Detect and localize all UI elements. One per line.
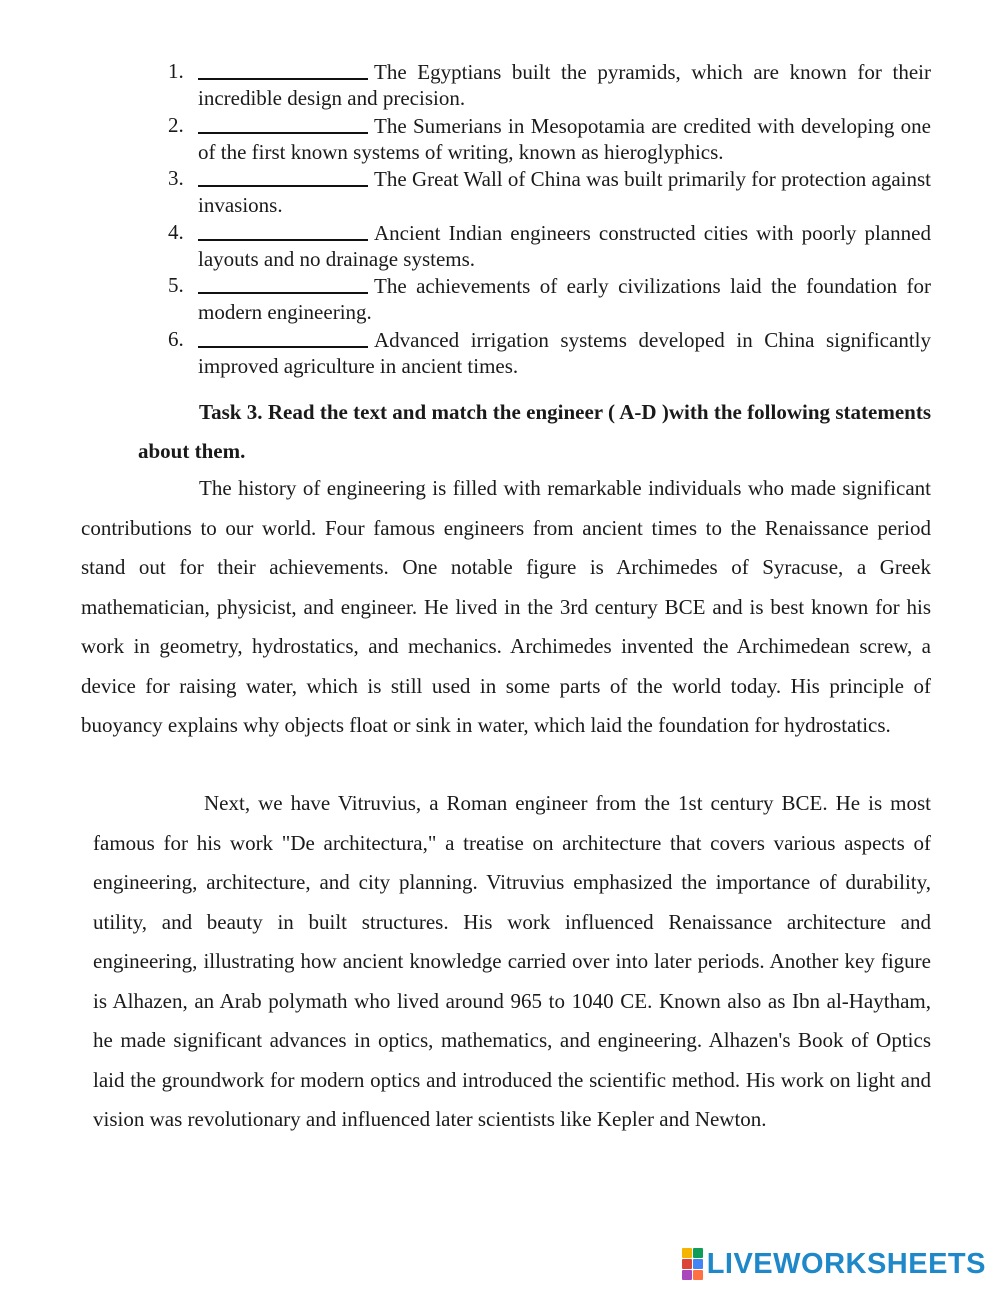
logo-text: LIVEWORKSHEETS bbox=[706, 1248, 986, 1280]
answer-blank-1[interactable] bbox=[198, 58, 368, 80]
statement-list bbox=[150, 58, 931, 379]
logo-tile bbox=[682, 1259, 692, 1269]
answer-blank-4[interactable] bbox=[198, 219, 368, 241]
statement-number: 5. bbox=[168, 273, 184, 297]
statement-text: The Great Wall of China was built primarily for protection against invasions. bbox=[198, 167, 931, 217]
statement-item bbox=[150, 112, 931, 165]
statement-number: 2. bbox=[168, 112, 184, 137]
answer-blank-6[interactable] bbox=[198, 326, 368, 348]
liveworksheets-logo bbox=[682, 1248, 986, 1280]
statement-text: The achievements of early civilizations laid the foundation for modern engineering. bbox=[198, 274, 931, 324]
statement-text: The Egyptians built the pyramids, which are known for their incredible design and precision. bbox=[198, 60, 931, 110]
logo-tiles-icon bbox=[682, 1248, 703, 1280]
statement-number: 3. bbox=[168, 166, 184, 190]
logo-tile bbox=[693, 1248, 703, 1258]
answer-blank-5[interactable] bbox=[198, 272, 368, 294]
answer-blank-2[interactable] bbox=[198, 112, 368, 134]
statement-item bbox=[150, 219, 931, 272]
logo-tile bbox=[682, 1270, 692, 1280]
logo-tile bbox=[693, 1270, 703, 1280]
statement-item bbox=[150, 165, 931, 218]
statement-item bbox=[150, 58, 931, 111]
logo-tile bbox=[693, 1259, 703, 1269]
statement-number: 1. bbox=[168, 59, 184, 83]
reading-paragraph-1: The history of engineering is filled with remarkable individuals who made significant contributions to our world. Four famous engineers from ancient times to the Renaissance period stand out for their achievements. One notable figure is Archimedes of Syracuse, a Greek mathematician, physicist, and engineer. He lived in the 3rd century BCE and is best known for his work in geometry, hydrostatics, and mechanics. Archimedes invented the Archimedean screw, a device for raising water, which is still used in some parts of the world today. His principle of buoyancy explains why objects float or sink in water, which laid the foundation for hydrostatics. bbox=[81, 476, 931, 737]
statement-item bbox=[150, 272, 931, 325]
reading-paragraph-2: Next, we have Vitruvius, a Roman engineer from the 1st century BCE. He is most famous for his work "De architectura," a treatise on architecture that covers various aspects of engineering, architecture, and city planning. Vitruvius emphasized the importance of durability, utility, and beauty in built structures. His work influenced Renaissance architecture and engineering, illustrating how ancient knowledge carried over into later periods. Another key figure is Alhazen, an Arab polymath who lived around 965 to 1040 CE. Known also as Ibn al-Haytham, he made significant advances in optics, mathematics, and engineering. Alhazen's Book of Optics laid the groundwork for modern optics and introduced the scientific method. His work on light and vision was revolutionary and influenced later scientists like Kepler and Newton. bbox=[93, 791, 931, 1131]
logo-tile bbox=[682, 1248, 692, 1258]
statement-text: Advanced irrigation systems developed in China significantly improved agriculture in ancient times. bbox=[198, 327, 931, 378]
answer-blank-3[interactable] bbox=[198, 165, 368, 187]
statement-text: Ancient Indian engineers constructed cities with poorly planned layouts and no drainage systems. bbox=[198, 220, 931, 271]
statement-text: The Sumerians in Mesopotamia are credited with developing one of the first known systems of writing, known as hieroglyphics. bbox=[198, 113, 931, 164]
task-3-heading: Task 3. Read the text and match the engineer ( A-D )with the following statements about them. bbox=[138, 400, 931, 463]
statement-number: 4. bbox=[168, 219, 184, 244]
statement-number: 6. bbox=[168, 326, 184, 351]
statement-item bbox=[150, 326, 931, 379]
